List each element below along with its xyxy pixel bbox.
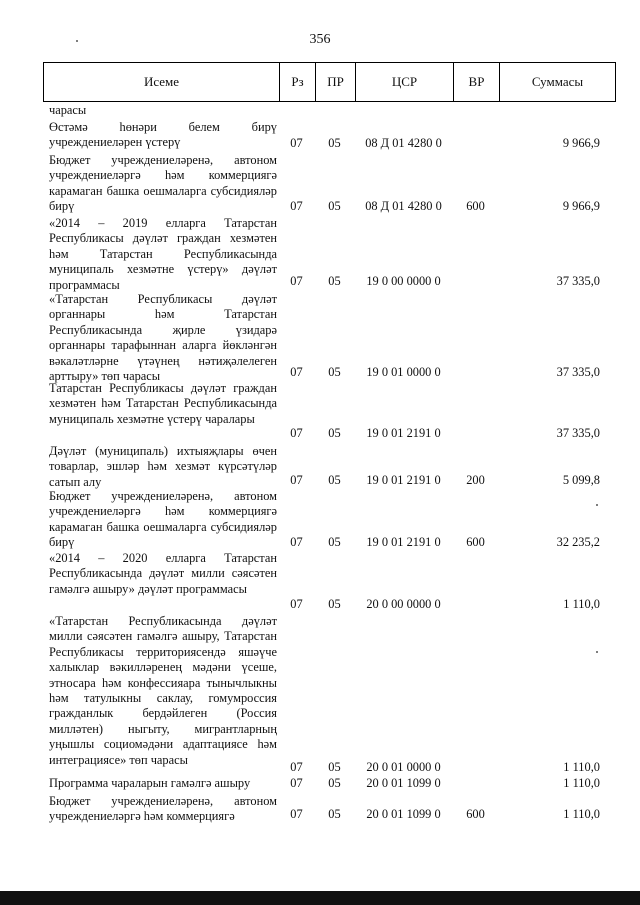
row-csr: 19 0 01 0000 0 [366, 365, 441, 379]
row-name: «2014 – 2019 елларга Татарстан Республикасы дәүләт граждан хезмәтен һәм Татарстан Республикасында муниципаль хезмәтне үстерү» дәүләт программасы [49, 216, 277, 292]
row-name: Бюджет учреждениеләренә, автоном учреждениеләргә һәм коммерциягә карамаган башка оешмаларга субсидияләр бирү [49, 153, 277, 214]
row-sum: 1 110,0 [563, 597, 600, 611]
header-vr: ВР [468, 74, 485, 89]
page-number: 356 [309, 32, 331, 47]
row-sum: 1 110,0 [563, 776, 600, 790]
row-rz: 07 [290, 760, 303, 774]
row-name: «Татарстан Республикасы дәүләт органнары һәм Татарстан Республикасында җирле үзидарә органнары тарафыннан аларга йөкләнгән вәкаләтләрне үтәүнең нәтиҗәлелеген арттыру» төп чарасы [49, 292, 277, 384]
header-rz: Рз [291, 74, 304, 89]
header-csr: ЦСР [391, 74, 418, 89]
row-csr: 19 0 01 2191 0 [366, 535, 441, 549]
row-pr: 05 [328, 535, 341, 549]
row-sum: 37 335,0 [556, 365, 600, 379]
row-csr: 20 0 01 0000 0 [366, 760, 441, 774]
row-pr: 05 [328, 760, 341, 774]
row-name: «Татарстан Республикасында дәүләт милли сәясәтен гамәлгә ашыру, Татарстан Республикасы территориясендә яшәүче халыклар вәкилләренең мәдәни үсеше, этносара һәм конфессияара тынычлыкны һәм татулыкны саклау, гомумроссия гражданлык бердәйлеген (Россия милләтен) ныгыту, мигрантларның уңышлы социомәдәни адаптациясе һәм интеграциясе» төп чарасы [49, 614, 277, 767]
row-rz: 07 [290, 535, 303, 549]
row-sum: 1 110,0 [563, 760, 600, 774]
row-rz: 07 [290, 597, 303, 611]
header-name: Исеме [143, 74, 180, 89]
row-name: Бюджет учреждениеләренә, автоном учреждениеләргә һәм коммерциягә [49, 794, 277, 824]
header-sum: Суммасы [531, 74, 584, 89]
header-pr: ПР [327, 74, 344, 89]
scan-edge-bar [0, 891, 640, 905]
row-pr: 05 [328, 597, 341, 611]
row-sum: 37 335,0 [556, 274, 600, 288]
row-name: Өстәмә һөнәри белем бирү учреждениеләрен үстерү [49, 120, 277, 150]
row-pr: 05 [328, 807, 341, 821]
row-name: Программа чараларын гамәлгә ашыру [49, 776, 251, 790]
row-pr: 05 [328, 274, 341, 288]
row-pr: 05 [328, 136, 341, 150]
scan-speck [596, 651, 598, 653]
row-sum: 5 099,8 [562, 473, 600, 487]
row-sum: 9 966,9 [562, 136, 600, 150]
row-rz: 07 [290, 199, 303, 213]
row-vr: 600 [466, 199, 485, 213]
row-pr: 05 [328, 776, 341, 790]
row-rz: 07 [290, 136, 303, 150]
row-fragment: чарасы [49, 103, 87, 117]
row-csr: 20 0 00 0000 0 [366, 597, 441, 611]
row-pr: 05 [328, 365, 341, 379]
row-rz: 07 [290, 807, 303, 821]
row-name: Дәүләт (муниципаль) ихтыяҗлары өчен товарлар, эшләр һәм хезмәт күрсәтүләр сатып алу [49, 444, 277, 489]
scan-speck [596, 504, 598, 506]
row-csr: 08 Д 01 4280 0 [365, 199, 442, 213]
row-csr: 08 Д 01 4280 0 [365, 136, 442, 150]
scan-speck [76, 40, 78, 42]
row-sum: 37 335,0 [556, 426, 600, 440]
row-csr: 20 0 01 1099 0 [366, 776, 441, 790]
row-sum: 1 110,0 [563, 807, 600, 821]
row-rz: 07 [290, 776, 303, 790]
row-pr: 05 [328, 199, 341, 213]
row-csr: 20 0 01 1099 0 [366, 807, 441, 821]
row-rz: 07 [290, 365, 303, 379]
row-sum: 9 966,9 [562, 199, 600, 213]
row-vr: 600 [466, 807, 485, 821]
row-name: Татарстан Республикасы дәүләт граждан хезмәтен һәм Татарстан Республикасында муниципаль хезмәтне үстерү чаралары [49, 381, 277, 426]
row-vr: 200 [466, 473, 485, 487]
row-name: Бюджет учреждениеләренә, автоном учреждениеләргә һәм коммерциягә карамаган башка оешмаларга субсидияләр бирү [49, 489, 277, 550]
row-csr: 19 0 00 0000 0 [366, 274, 441, 288]
row-csr: 19 0 01 2191 0 [366, 426, 441, 440]
row-pr: 05 [328, 473, 341, 487]
row-name: «2014 – 2020 елларга Татарстан Республикасында дәүләт милли сәясәтен гамәлгә ашыру» дәүләт программасы [49, 551, 277, 596]
row-csr: 19 0 01 2191 0 [366, 473, 441, 487]
row-rz: 07 [290, 473, 303, 487]
row-sum: 32 235,2 [556, 535, 600, 549]
row-rz: 07 [290, 274, 303, 288]
row-rz: 07 [290, 426, 303, 440]
table-header [43, 62, 616, 102]
row-vr: 600 [466, 535, 485, 549]
row-pr: 05 [328, 426, 341, 440]
